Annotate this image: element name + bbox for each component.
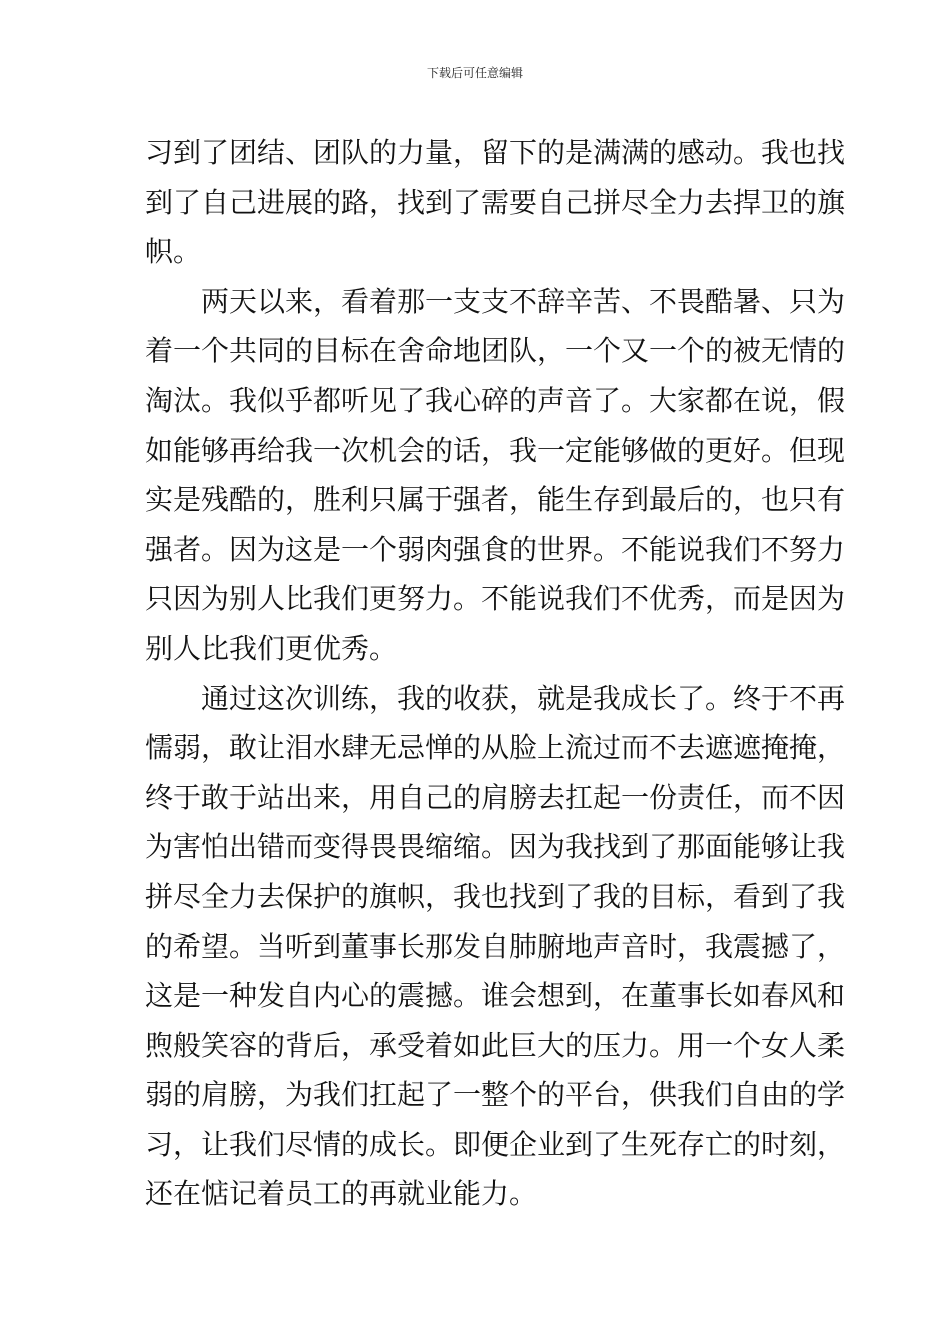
document-body bbox=[145, 128, 846, 1219]
paragraph-line: 通过这次训练，我的收获，就是我成长了。终于不再 bbox=[201, 681, 846, 715]
paragraph-line: 弱的肩膀，为我们扛起了一整个的平台，供我们自由的学 bbox=[145, 1078, 846, 1112]
paragraph-line: 只因为别人比我们更努力。不能说我们不优秀，而是因为 bbox=[145, 582, 846, 616]
paragraph-2 bbox=[145, 277, 846, 674]
paragraph-line: 着一个共同的目标在舍命地团队，一个又一个的被无情的 bbox=[145, 334, 846, 368]
paragraph-line: 煦般笑容的背后，承受着如此巨大的压力。用一个女人柔 bbox=[145, 1028, 846, 1062]
paragraph-line: 的希望。当听到董事长那发自肺腑地声音时，我震撼了， bbox=[145, 929, 846, 963]
paragraph-line: 这是一种发自内心的震撼。谁会想到，在董事长如春风和 bbox=[145, 979, 846, 1013]
paragraph-line: 别人比我们更优秀。 bbox=[145, 631, 398, 665]
paragraph-line: 强者。因为这是一个弱肉强食的世界。不能说我们不努力 bbox=[145, 532, 846, 566]
paragraph-line: 拼尽全力去保护的旗帜，我也找到了我的目标，看到了我 bbox=[145, 879, 846, 913]
paragraph-line: 为害怕出错而变得畏畏缩缩。因为我找到了那面能够让我 bbox=[145, 830, 846, 864]
paragraph-line: 终于敢于站出来，用自己的肩膀去扛起一份责任，而不因 bbox=[145, 780, 846, 814]
paragraph-1 bbox=[145, 128, 846, 277]
paragraph-line: 懦弱，敢让泪水肆无忌惮的从脸上流过而不去遮遮掩掩， bbox=[145, 731, 846, 765]
paragraph-line: 习，让我们尽情的成长。即便企业到了生死存亡的时刻， bbox=[145, 1127, 846, 1161]
paragraph-line: 还在惦记着员工的再就业能力。 bbox=[145, 1177, 538, 1211]
paragraph-line: 帜。 bbox=[145, 235, 202, 269]
paragraph-3 bbox=[145, 674, 846, 1220]
paragraph-line: 淘汰。我似乎都听见了我心碎的声音了。大家都在说，假 bbox=[145, 383, 846, 417]
paragraph-line: 实是残酷的，胜利只属于强者，能生存到最后的，也只有 bbox=[145, 483, 846, 517]
paragraph-line: 两天以来，看着那一支支不辞辛苦、不畏酷暑、只为 bbox=[201, 284, 846, 318]
paragraph-line: 到了自己进展的路，找到了需要自己拼尽全力去捍卫的旗 bbox=[145, 185, 846, 219]
paragraph-line: 习到了团结、团队的力量，留下的是满满的感动。我也找 bbox=[145, 136, 846, 169]
page-header-note: 下载后可任意编辑 bbox=[426, 66, 523, 80]
paragraph-line: 如能够再给我一次机会的话，我一定能够做的更好。但现 bbox=[145, 433, 846, 467]
